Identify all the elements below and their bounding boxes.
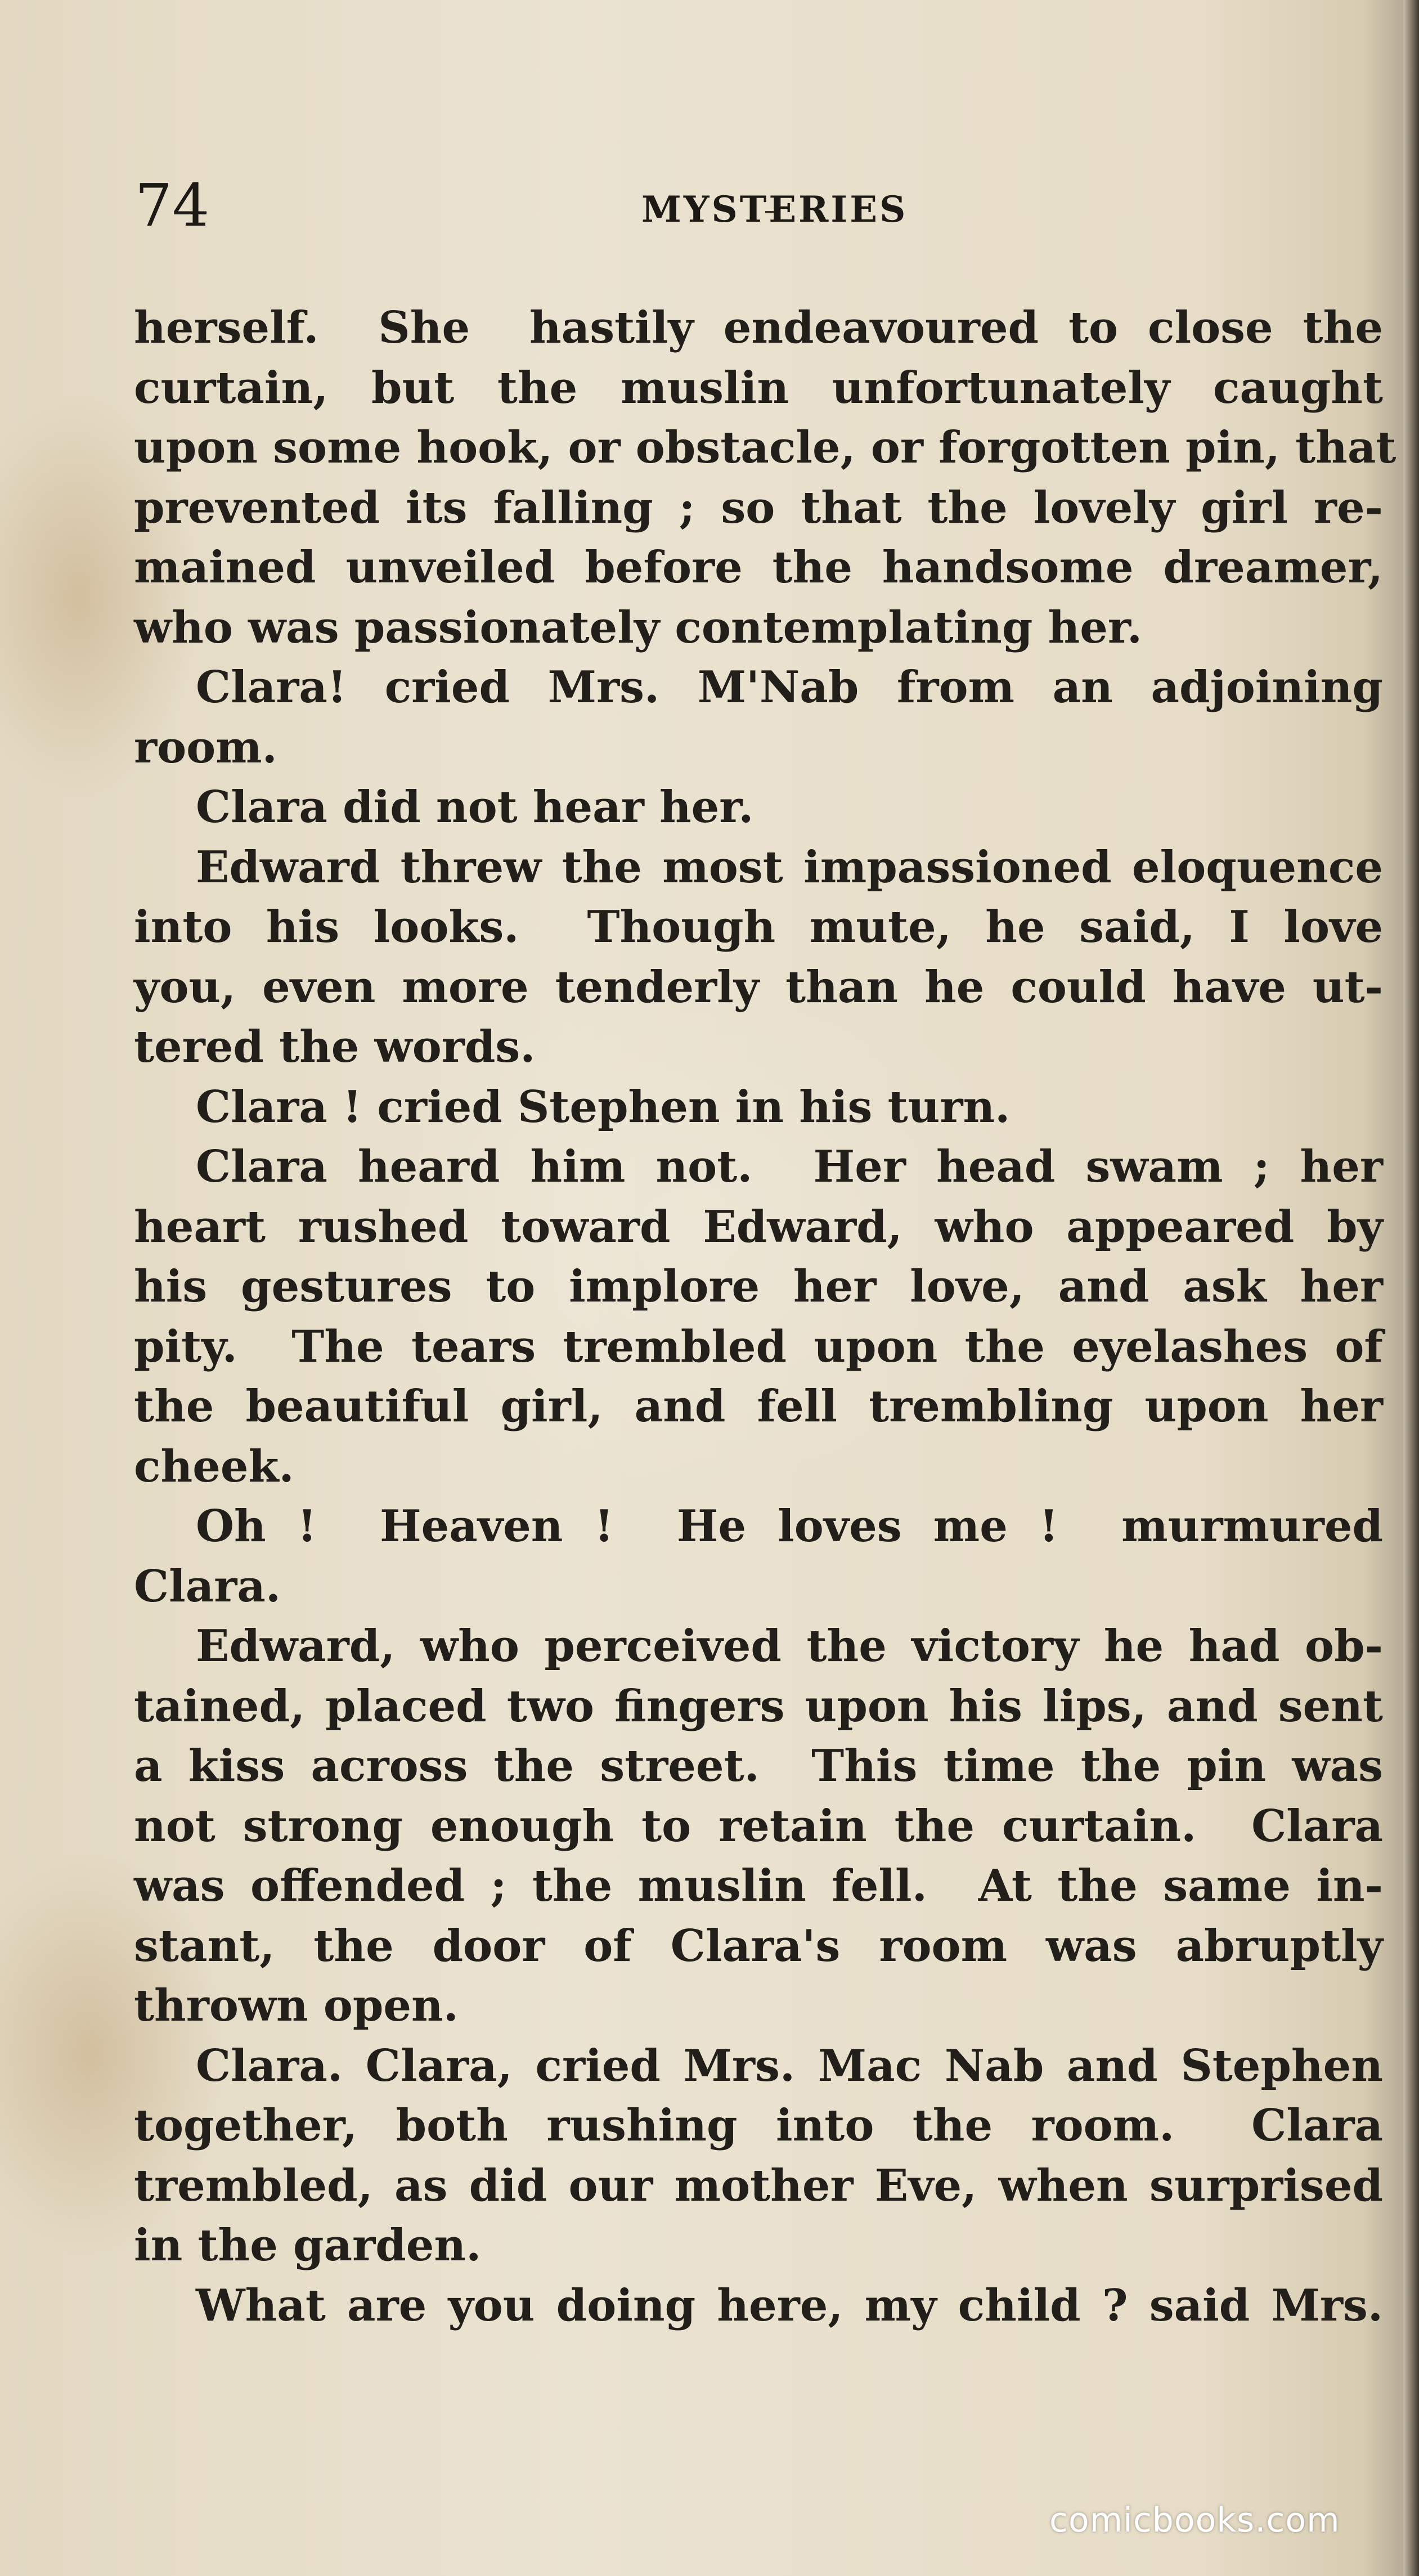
text-line: thrown open.: [134, 1980, 459, 2031]
text-line: upon some hook, or obstacle, or forgotten pin, that: [134, 422, 1396, 473]
text-line: tained, placed two fingers upon his lips, and sent: [134, 1680, 1383, 1732]
page-edge-shadow: [1403, 0, 1419, 2576]
text-line: Clara! cried Mrs. M'Nab from an adjoining: [196, 662, 1383, 713]
text-line: his gestures to implore her love, and ask her: [134, 1261, 1383, 1312]
watermark: comicbooks.com: [1049, 2501, 1340, 2540]
text-line: herself. She hastily endeavoured to close the: [134, 302, 1383, 353]
text-line: heart rushed toward Edward, who appeared by: [134, 1201, 1383, 1253]
text-line: Clara.: [134, 1560, 281, 1612]
text-line: was offended ; the muslin fell. At the same in-: [134, 1860, 1383, 1911]
text-line: room.: [134, 721, 277, 773]
text-line: Clara heard him not. Her head swam ; her: [196, 1141, 1383, 1192]
text-line: the beautiful girl, and fell trembling upon her: [134, 1381, 1383, 1432]
page-header: [135, 172, 1373, 239]
text-line: tered the words.: [134, 1021, 536, 1072]
text-line: Clara did not hear her.: [196, 782, 754, 833]
text-line: Oh ! Heaven ! He loves me ! murmured: [196, 1501, 1383, 1552]
page-number: 74: [135, 171, 210, 240]
text-line: trembled, as did our mother Eve, when surprised: [134, 2160, 1383, 2211]
text-line: a kiss across the street. This time the pin was: [134, 1740, 1383, 1792]
text-line: cheek.: [134, 1440, 294, 1492]
text-line: not strong enough to retain the curtain. Clara: [134, 1800, 1383, 1852]
text-line: in the garden.: [134, 2220, 482, 2271]
text-line: who was passionately contemplating her.: [134, 602, 1142, 653]
text-line: pity. The tears trembled upon the eyelashes of: [134, 1321, 1383, 1372]
text-line: into his looks. Though mute, he said, I love: [134, 901, 1383, 953]
text-line: Edward, who perceived the victory he had ob-: [196, 1621, 1383, 1672]
text-line: Clara. Clara, cried Mrs. Mac Nab and Stephen: [196, 2040, 1383, 2092]
text-line: Edward threw the most impassioned eloquence: [196, 841, 1383, 893]
text-line: together, both rushing into the room. Clara: [134, 2100, 1383, 2151]
running-head: MYSTERIES: [641, 189, 908, 231]
body-text: [134, 298, 1396, 2336]
text-line: curtain, but the muslin unfortunately caught: [134, 362, 1383, 414]
text-line: Clara ! cried Stephen in his turn.: [196, 1081, 1011, 1133]
text-line: prevented its falling ; so that the lovely girl re-: [134, 482, 1383, 533]
text-line: you, even more tenderly than he could have ut-: [134, 961, 1383, 1013]
text-line: mained unveiled before the handsome dreamer,: [134, 542, 1383, 593]
text-line: stant, the door of Clara's room was abruptly: [134, 1920, 1383, 1972]
text-line: What are you doing here, my child ? said Mrs.: [196, 2279, 1383, 2331]
